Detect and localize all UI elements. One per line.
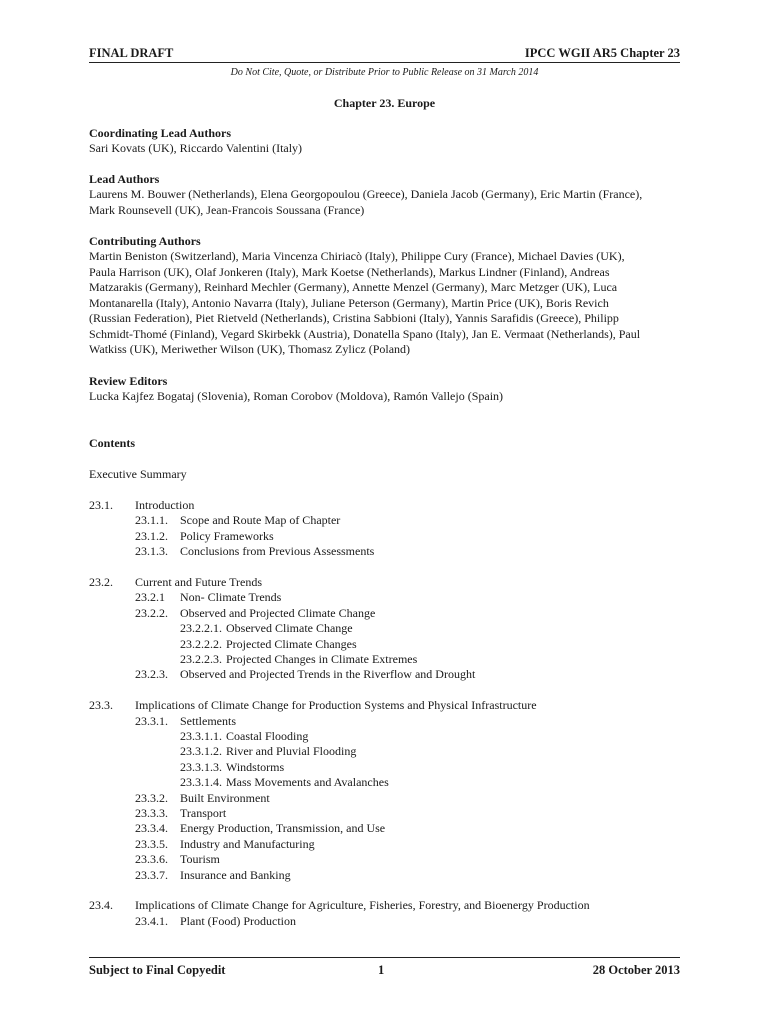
toc-entry-number: 23.3.5.: [135, 836, 168, 851]
contents-heading: Contents: [89, 436, 136, 450]
toc-entry-number: 23.1.2.: [135, 528, 168, 543]
toc-entry-title: Implications of Climate Change for Agriculture, Fisheries, Forestry, and Bioenergy Production: [135, 898, 590, 913]
toc-entry-title: Mass Movements and Avalanches: [226, 775, 389, 790]
author-line: Laurens M. Bouwer (Netherlands), Elena Georgopoulou (Greece), Daniela Jacob (Germany), Eric Martin (France),: [89, 187, 643, 201]
author-line: Montanarella (Italy), Antonio Navarra (Italy), Juliane Peterson (Germany), Martin Price (UK), Boris Revich: [89, 295, 609, 310]
header-right: IPCC WGII AR5 Chapter 23: [524, 46, 680, 60]
footer-rule: [89, 957, 680, 958]
toc-entry-title: Projected Climate Changes: [226, 636, 357, 651]
toc-entry-number: 23.1.: [89, 498, 113, 512]
author-line: Martin Beniston (Switzerland), Maria Vincenza Chiriacò (Italy), Philippe Cury (France), Michael Davies (UK),: [89, 249, 625, 263]
toc-entry-title: Observed Climate Change: [226, 621, 353, 636]
toc-entry-title: Tourism: [180, 852, 220, 867]
review-editors-text: [89, 389, 685, 405]
toc-entry-number: 23.1.1.: [135, 513, 168, 528]
toc-entry-number: 23.3.6.: [135, 852, 168, 867]
toc-entry-number: 23.3.7.: [135, 867, 168, 882]
toc-entry-number: 23.1.3.: [135, 544, 168, 559]
author-line: Schmidt-Thomé (Finland), Vegard Skirbekk (Austria), Donatella Spano (Italy), Jan E. Vermaat (Netherlands), Paul: [89, 326, 641, 341]
header-rule: [89, 62, 680, 63]
toc-entry-title: Policy Frameworks: [180, 528, 274, 543]
toc-entry-number: 23.3.2.: [135, 790, 168, 805]
toc-entry-title: Windstorms: [226, 759, 285, 774]
toc-entry-number: 23.3.1.: [135, 713, 168, 728]
page-number: 1: [378, 963, 385, 977]
toc-entry-number: 23.3.3.: [135, 806, 168, 820]
toc-entry-title: Settlements: [180, 713, 236, 728]
toc-entry-title: Energy Production, Transmission, and Use: [180, 821, 386, 836]
toc-entry-number: 23.3.1.1.: [180, 729, 222, 743]
toc-entry-number: 23.2.2.: [135, 605, 168, 620]
toc-entry-number: 23.2.: [89, 575, 113, 589]
contributing-authors-text: [89, 249, 685, 358]
toc-entry-number: 23.2.2.2.: [180, 636, 222, 651]
toc-entry-title: Transport: [180, 806, 227, 820]
toc-entry-number: 23.3.1.3.: [180, 759, 222, 774]
toc-entry-title: River and Pluvial Flooding: [226, 744, 357, 759]
toc-entry-number: 23.2.3.: [135, 667, 168, 682]
section-heading-lead-authors: Lead Authors: [89, 172, 160, 186]
author-line: Sari Kovats (UK), Riccardo Valentini (Italy): [89, 141, 303, 155]
toc-entry-title: Industry and Manufacturing: [180, 836, 315, 851]
toc-entry-title: Observed and Projected Trends in the Riverflow and Drought: [180, 667, 476, 682]
author-line: Matzarakis (Germany), Reinhard Mechler (Germany), Annette Menzel (Germany), Marc Metzger (UK), Luca: [89, 280, 618, 294]
lead-authors-text: [89, 187, 685, 218]
section-heading-contributing-authors: Contributing Authors: [89, 234, 201, 248]
chapter-title: Chapter 23. Europe: [333, 96, 436, 110]
toc-entry-title: Scope and Route Map of Chapter: [180, 513, 341, 528]
coordinating-lead-authors-text: [89, 141, 685, 157]
toc-entry-title: Current and Future Trends: [135, 575, 262, 589]
toc-entry-number: 23.2.2.1.: [180, 621, 222, 636]
author-line: (Russian Federation), Piet Rietveld (Netherlands), Cristina Sabbioni (Italy), Yannis Sarafidis (Greece), Philipp: [89, 311, 619, 325]
footer-date: 28 October 2013: [592, 963, 680, 977]
toc-entry-title: Built Environment: [180, 790, 270, 805]
header-left: FINAL DRAFT: [89, 46, 174, 60]
section-heading-review-editors: Review Editors: [89, 374, 168, 388]
toc-entry-number: 23.3.4.: [135, 821, 168, 836]
author-line: Watkiss (UK), Meriwether Wilson (UK), Thomasz Zylicz (Poland): [89, 342, 411, 356]
author-line: Lucka Kajfez Bogataj (Slovenia), Roman Corobov (Moldova), Ramón Vallejo (Spain): [89, 389, 504, 403]
toc-entry-number: 23.3.1.4.: [180, 775, 222, 790]
toc-entry-title: Projected Changes in Climate Extremes: [226, 652, 418, 666]
toc-entry-number: 23.2.2.3.: [180, 652, 222, 666]
toc-entry-number: 23.4.1.: [135, 913, 168, 928]
footer-left: Subject to Final Copyedit: [89, 963, 226, 977]
toc-executive-summary[interactable]: Executive Summary: [89, 467, 187, 481]
toc-entry-title: Conclusions from Previous Assessments: [180, 544, 375, 559]
toc-entry-title: Plant (Food) Production: [180, 913, 296, 928]
toc-entry-title: Insurance and Banking: [180, 867, 291, 882]
toc-entry-title: Implications of Climate Change for Production Systems and Physical Infrastructure: [135, 698, 537, 713]
author-line: Mark Rounsevell (UK), Jean-Francois Soussana (France): [89, 202, 365, 217]
section-heading-coordinating-lead-authors: Coordinating Lead Authors: [89, 126, 232, 140]
toc-entry-title: Non- Climate Trends: [180, 590, 282, 605]
author-line: Paula Harrison (UK), Olaf Jonkeren (Italy), Mark Koetse (Netherlands), Markus Lindner (Finland), Andreas: [89, 264, 610, 279]
distribution-notice: Do Not Cite, Quote, or Distribute Prior to Public Release on 31 March 2014: [230, 67, 539, 78]
toc-entry-number: 23.3.1.2.: [180, 744, 222, 759]
toc-entry-title: Coastal Flooding: [226, 729, 309, 743]
toc-entry-number: 23.2.1: [135, 590, 165, 605]
toc-entry-title: Introduction: [135, 498, 195, 512]
toc-entry-title: Observed and Projected Climate Change: [180, 605, 376, 620]
toc-entry-number: 23.4.: [89, 898, 113, 913]
toc-entry-number: 23.3.: [89, 698, 113, 713]
